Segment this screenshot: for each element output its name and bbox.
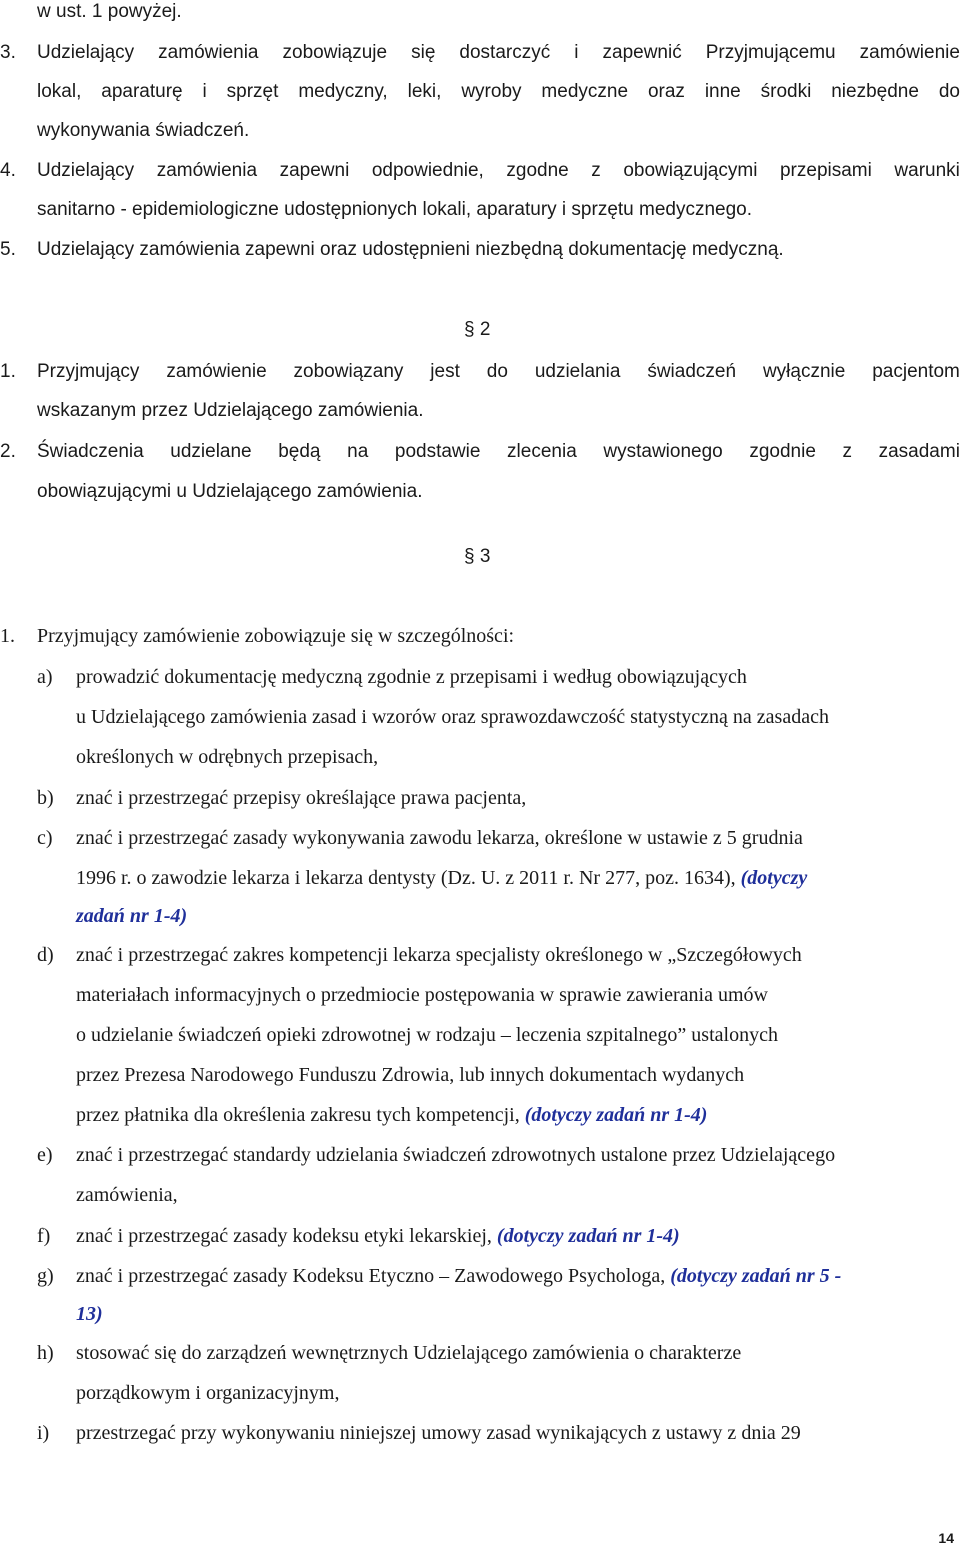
paragraph-line: Udzielający zamówienia zapewni oraz udostępnieni niezbędną dokumentację medyczną.	[37, 239, 784, 260]
list-letter: h)	[37, 1342, 54, 1364]
word: zamówienie	[859, 42, 960, 63]
word: się	[411, 42, 436, 63]
paragraph-line: Przyjmujący zamówienie zobowiązuje się w szczególności:	[37, 625, 515, 647]
word: środki	[760, 81, 812, 102]
list-letter: g)	[37, 1265, 54, 1287]
word: przepisami	[779, 160, 872, 181]
word: niezbędne	[831, 81, 919, 102]
paragraph-line: wskazanym przez Udzielającego zamówienia.	[37, 400, 424, 421]
task-note: zadań nr 1-4)	[76, 905, 188, 927]
paragraph-line: stosować się do zarządzeń wewnętrznych Udzielającego zamówienia o charakterze	[76, 1342, 742, 1364]
word: zlecenia	[507, 441, 577, 462]
list-letter: f)	[37, 1225, 51, 1247]
word: pacjentom	[872, 361, 960, 382]
word: medyczny,	[298, 81, 388, 102]
word: leki,	[407, 81, 442, 102]
task-note: 13)	[76, 1303, 103, 1325]
word: Udzielający	[37, 160, 135, 181]
list-letter: c)	[37, 827, 53, 849]
paragraph-line: znać i przestrzegać zakres kompetencji lekarza specjalisty określonego w „Szczegółowych	[76, 944, 802, 966]
item-number: 2.	[0, 441, 16, 462]
paragraph-line: określonych w odrębnych przepisach,	[76, 746, 379, 768]
paragraph-line: obowiązującymi u Udzielającego zamówienia.	[37, 481, 423, 502]
paragraph-line: przestrzegać przy wykonywaniu niniejszej umowy zasad wynikających z ustawy z dnia 29	[76, 1422, 801, 1444]
word: będą	[278, 441, 321, 462]
paragraph-line: sanitarno - epidemiologiczne udostępnionych lokali, aparatury i sprzętu medycznego.	[37, 199, 753, 220]
word: zgodnie	[749, 441, 816, 462]
line-text: przez płatnika dla określenia zakresu tych kompetencji,	[76, 1104, 520, 1126]
word: obowiązującymi	[623, 160, 758, 181]
list-letter: a)	[37, 666, 53, 688]
word: odpowiednie,	[371, 160, 484, 181]
paragraph-line: o udzielanie świadczeń opieki zdrowotnej w rodzaju – leczenia szpitalnego” ustalonych	[76, 1024, 778, 1046]
paragraph-line: porządkowym i organizacyjnym,	[76, 1382, 340, 1404]
paragraph-line	[37, 159, 960, 183]
word: zamówienia	[158, 42, 259, 63]
section-heading-2: § 2	[464, 319, 491, 340]
line-text: znać i przestrzegać zasady kodeksu etyki lekarskiej,	[76, 1225, 492, 1247]
item-number: 4.	[0, 160, 16, 181]
task-note: (dotyczy zadań nr 5 -	[670, 1265, 842, 1287]
paragraph-line: materiałach informacyjnych o przedmiocie postępowania w sprawie zawierania umów	[76, 984, 768, 1006]
paragraph-line: znać i przestrzegać zasady wykonywania zawodu lekarza, określone w ustawie z 5 grudnia	[76, 827, 803, 849]
section-heading-3: § 3	[464, 546, 491, 567]
word: warunki	[894, 160, 960, 181]
word: zasadami	[878, 441, 960, 462]
word: lokal,	[37, 81, 82, 102]
word: do	[486, 361, 508, 382]
paragraph-line	[37, 440, 960, 464]
paragraph-line	[37, 41, 960, 65]
word: zobowiązany	[293, 361, 404, 382]
word: Przyjmujący	[37, 361, 140, 382]
list-letter: e)	[37, 1144, 53, 1166]
page-number: 14	[938, 1530, 954, 1546]
word: świadczeń	[647, 361, 737, 382]
list-letter: d)	[37, 944, 54, 966]
paragraph-line: znać i przestrzegać przepisy określające prawa pacjenta,	[76, 787, 527, 809]
paragraph-line: prowadzić dokumentację medyczną zgodnie z przepisami i według obowiązujących	[76, 666, 747, 688]
word: sprzęt	[226, 81, 279, 102]
paragraph-line: znać i przestrzegać standardy udzielania świadczeń zdrowotnych ustalone przez Udzielającego	[76, 1144, 836, 1166]
item-number: 3.	[0, 42, 16, 63]
word: Udzielający	[37, 42, 135, 63]
paragraph-line: u Udzielającego zamówienia zasad i wzorów oraz sprawozdawczość statystyczną na zasadach	[76, 706, 829, 728]
continued-text: w ust. 1 powyżej.	[37, 1, 182, 22]
word: zamówienia	[156, 160, 258, 181]
list-letter: i)	[37, 1422, 50, 1444]
line-text: 1996 r. o zawodzie lekarza i lekarza dentysty (Dz. U. z 2011 r. Nr 277, poz. 1634),	[76, 867, 736, 889]
paragraph-line	[76, 1103, 707, 1127]
task-note: (dotyczy	[740, 867, 808, 889]
paragraph-line	[37, 360, 960, 384]
word: zapewnić	[602, 42, 682, 63]
line-text: znać i przestrzegać zasady Kodeksu Etyczno – Zawodowego Psychologa,	[76, 1265, 666, 1287]
paragraph-line	[76, 866, 807, 890]
word: do	[938, 81, 960, 102]
word: podstawie	[394, 441, 481, 462]
paragraph-line: zamówienia,	[76, 1184, 178, 1206]
word: Świadczenia	[37, 441, 144, 462]
word: oraz	[647, 81, 685, 102]
word: wyłącznie	[762, 361, 846, 382]
task-note: (dotyczy zadań nr 1-4)	[524, 1104, 708, 1126]
word: zamówienie	[166, 361, 267, 382]
paragraph-line: przez Prezesa Narodowego Funduszu Zdrowia, lub innych dokumentach wydanych	[76, 1064, 745, 1086]
word: udzielania	[534, 361, 621, 382]
word: udzielane	[170, 441, 252, 462]
word: jest	[430, 361, 460, 382]
item-number: 5.	[0, 239, 16, 260]
paragraph-line	[76, 1224, 680, 1248]
word: z	[591, 160, 601, 181]
task-note: (dotyczy zadań nr 1-4)	[496, 1225, 680, 1247]
paragraph-line	[37, 80, 960, 104]
word: z	[842, 441, 852, 462]
list-letter: b)	[37, 787, 54, 809]
word: inne	[704, 81, 741, 102]
word: zgodne	[506, 160, 569, 181]
item-number: 1.	[0, 361, 16, 382]
word: i	[202, 81, 207, 102]
word: wystawionego	[603, 441, 723, 462]
word: medyczne	[541, 81, 629, 102]
word: i	[574, 42, 579, 63]
paragraph-line: wykonywania świadczeń.	[37, 120, 250, 141]
word: zapewni	[279, 160, 350, 181]
word: aparaturę	[101, 81, 183, 102]
word: wyroby	[461, 81, 522, 102]
word: zobowiązuje	[282, 42, 388, 63]
word: dostarczyć	[459, 42, 551, 63]
word: Przyjmującemu	[705, 42, 836, 63]
item-number: 1.	[0, 625, 15, 647]
paragraph-line	[76, 1264, 841, 1288]
word: na	[347, 441, 369, 462]
